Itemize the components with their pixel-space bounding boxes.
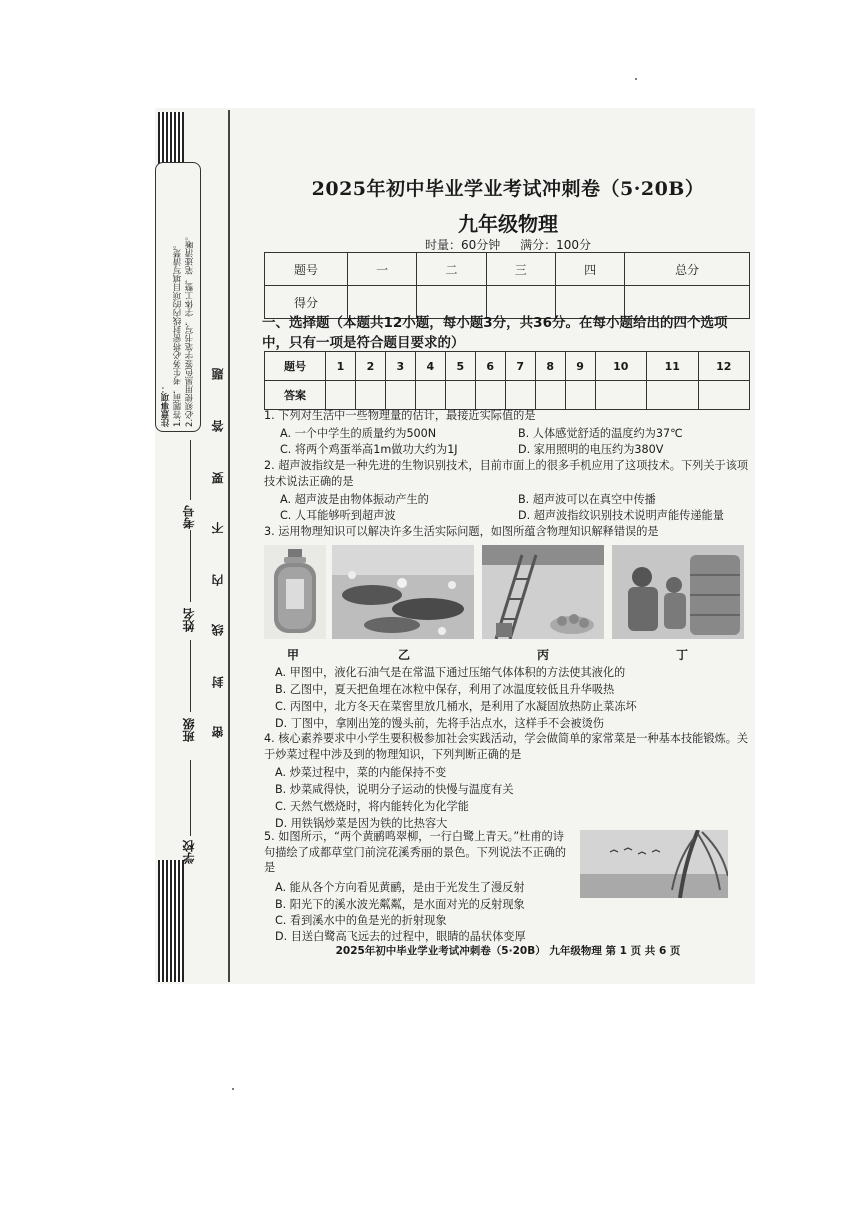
q1-stem: 1. 下列对生活中一些物理量的估计，最接近实际值的是	[264, 409, 536, 422]
q5-option-c: C. 看到溪水中的鱼是光的折射现象	[275, 914, 447, 927]
q2-option-c: C. 人耳能够听到超声波	[280, 509, 396, 522]
name-field-line[interactable]	[190, 530, 191, 602]
answer-cell[interactable]	[505, 381, 535, 410]
notice-box	[155, 162, 201, 432]
notice-item-2: 2.必须使用黑色签字笔书写，字体工整，笔迹清晰。	[185, 231, 195, 427]
seal-word-6: 要	[211, 472, 225, 484]
image-label-bing: 丙	[537, 648, 550, 662]
score-header-5: 总分	[625, 253, 750, 286]
cellar-photo	[482, 545, 604, 639]
answer-cell[interactable]	[475, 381, 505, 410]
answer-row2-label: 答案	[265, 381, 326, 410]
willow-egret-painting	[580, 830, 728, 898]
binding-line	[228, 110, 230, 982]
answer-number: 2	[355, 352, 385, 381]
exam-title: 2025年初中毕业学业考试冲刺卷（5·20B）	[311, 178, 705, 200]
id-field-line[interactable]	[190, 440, 191, 500]
scan-speck	[232, 1088, 234, 1090]
q1-option-c: C. 将两个鸡蛋举高1m做功大约为1J	[280, 443, 458, 456]
school-field-label: 学校	[182, 840, 196, 864]
q4-option-d: D. 用铁锅炒菜是因为铁的比热容大	[275, 817, 448, 830]
q5-option-d: D. 目送白鹭高飞远去的过程中，眼睛的晶状体变厚	[275, 930, 526, 943]
score-table	[264, 252, 750, 319]
gas-cylinder-photo	[264, 545, 326, 639]
seal-word-7: 答	[211, 420, 225, 432]
answer-number: 4	[415, 352, 445, 381]
answer-number: 12	[698, 352, 749, 381]
q1-option-b: B. 人体感觉舒适的温度约为37℃	[518, 427, 683, 440]
q3-option-d: D. 丁图中，拿刚出笼的馒头前，先将手沾点水，这样手不会被烫伤	[275, 717, 604, 730]
exam-subject: 九年级物理	[458, 212, 558, 236]
score-row-label: 得分	[265, 286, 348, 319]
answer-number: 11	[647, 352, 698, 381]
q5-option-b: B. 阳光下的溪水波光粼粼，是水面对光的反射现象	[275, 898, 525, 911]
answer-number: 10	[595, 352, 646, 381]
answer-row1-label: 题号	[265, 352, 326, 381]
image-label-yi: 乙	[398, 648, 411, 662]
q5-option-a: A. 能从各个方向看见黄鹂，是由于光发生了漫反射	[275, 881, 525, 894]
answer-number: 5	[445, 352, 475, 381]
page-footer: 2025年初中毕业学业考试冲刺卷（5·20B） 九年级物理 第 1 页 共 6 页	[335, 945, 681, 957]
answer-number: 6	[475, 352, 505, 381]
class-field-label: 班级	[182, 718, 196, 742]
q1-option-a: A. 一个中学生的质量约为500N	[280, 427, 437, 440]
steamer-photo	[612, 545, 744, 639]
q2-option-d: D. 超声波指纹识别技术说明声能传递能量	[518, 509, 724, 522]
answer-cell[interactable]	[445, 381, 475, 410]
q3-stem: 3. 运用物理知识可以解决许多生活实际问题，如图所蕴含物理知识解释错误的是	[264, 525, 659, 538]
school-field-line[interactable]	[190, 760, 191, 836]
q2-option-b: B. 超声波可以在真空中传播	[518, 493, 656, 506]
q4-option-c: C. 天然气燃烧时，将内能转化为化学能	[275, 800, 469, 813]
seal-word-1: 密	[211, 726, 225, 738]
exam-meta	[264, 236, 752, 253]
id-field-label: 考号	[182, 505, 196, 529]
q4-option-a: A. 炒菜过程中，菜的内能保持不变	[275, 766, 447, 779]
q1-option-d: D. 家用照明的电压约为380V	[518, 443, 664, 456]
q3-option-c: C. 丙图中，北方冬天在菜窖里放几桶水，是利用了水凝固放热防止菜冻坏	[275, 700, 637, 713]
score-header-1: 一	[348, 253, 417, 286]
answer-number: 9	[565, 352, 595, 381]
image-label-jia: 甲	[287, 648, 300, 662]
seal-word-8: 题	[211, 368, 225, 380]
q3-option-b: B. 乙图中，夏天把鱼埋在冰粒中保存，利用了冰温度较低且升华吸热	[275, 683, 615, 696]
q2-option-a: A. 超声波是由物体振动产生的	[280, 493, 429, 506]
seal-word-2: 封	[211, 676, 225, 688]
q3-option-a: A. 甲图中，液化石油气是在常温下通过压缩气体体积的方法使其液化的	[275, 666, 626, 679]
answer-number: 8	[535, 352, 565, 381]
answer-cell[interactable]	[385, 381, 415, 410]
q4-option-b: B. 炒菜咸得快，说明分子运动的快慢与温度有关	[275, 783, 514, 796]
scan-speck	[635, 78, 637, 80]
answer-number: 3	[385, 352, 415, 381]
q4-stem: 4. 核心素养要求中小学生要积极参加社会实践活动，学会做简单的家常菜是一种基本技能锻炼。关于炒菜过程中涉及到的物理知识，下列判断正确的是	[264, 732, 749, 761]
exam-time: 时量：60分钟	[424, 238, 501, 252]
seal-word-4: 内	[211, 574, 225, 586]
score-header-2: 二	[417, 253, 486, 286]
answer-number: 7	[505, 352, 535, 381]
answer-cell[interactable]	[535, 381, 565, 410]
q2-stem: 2. 超声波指纹是一种先进的生物识别技术，目前市面上的很多手机应用了这项技术。下列关于该项技术说法正确的是	[264, 459, 749, 488]
notice-item-1: 1.答题前，考生务必将密封线内的项目填写清楚。	[173, 240, 183, 427]
answer-table	[264, 351, 750, 410]
answer-cell[interactable]	[355, 381, 385, 410]
answer-cell[interactable]	[415, 381, 445, 410]
answer-number: 1	[326, 352, 356, 381]
binding-pattern-bottom	[158, 860, 184, 982]
answer-cell[interactable]	[698, 381, 749, 410]
answer-cell[interactable]	[565, 381, 595, 410]
score-header-3: 三	[486, 253, 555, 286]
exam-score: 满分：100分	[520, 238, 591, 252]
answer-cell[interactable]	[647, 381, 698, 410]
answer-cell[interactable]	[326, 381, 356, 410]
fish-on-ice-photo	[332, 545, 474, 639]
section-1-heading: 一、选择题（本题共12小题，每小题3分，共36分。在每小题给出的四个选项中，只有一项是符合题目要求的）	[262, 315, 728, 351]
seal-word-5: 不	[211, 522, 225, 534]
score-header-4: 四	[555, 253, 624, 286]
image-label-ding: 丁	[676, 648, 689, 662]
seal-word-3: 线	[211, 624, 225, 636]
score-header-0: 题号	[265, 253, 348, 286]
answer-cell[interactable]	[595, 381, 646, 410]
notice-title: 注意事项：	[161, 384, 171, 427]
q5-stem: 5. 如图所示，“两个黄鹂鸣翠柳，一行白鹭上青天。”杜甫的诗句描绘了成都草堂门前浣花溪秀丽的景色。下列说法不正确的是	[264, 830, 567, 874]
class-field-line[interactable]	[190, 640, 191, 712]
name-field-label: 姓名	[182, 608, 196, 632]
